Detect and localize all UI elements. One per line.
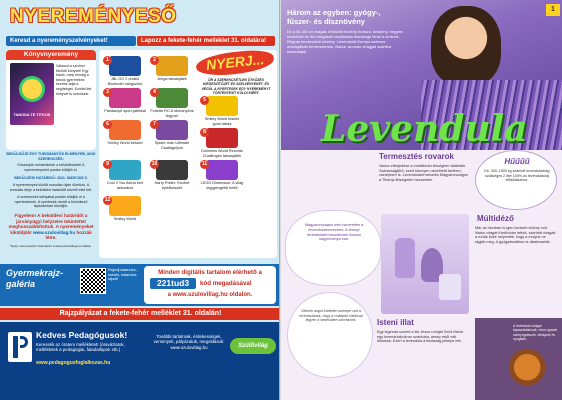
attention-body: Figyelem! A beküldési határidőt a járványügyi helyzetre tekintettel meghosszabbítottuk. A nyereményeket kiküldjük!: [8, 212, 94, 235]
publisher-logo-icon: [8, 332, 32, 362]
footer-link[interactable]: www.pedagogusfoglalkozas.hu: [36, 360, 111, 366]
qr-code-icon[interactable]: [80, 268, 106, 294]
prize-image: [156, 56, 188, 76]
prize-label: Harry Potter: Roxfort építőkészlet: [154, 181, 190, 190]
prize-image: [156, 88, 188, 108]
scent-text: Egy legenda szerint a kis Jézus ruháját Szűz Mária egy levendulabokron szárította, amely ettől vált illatossá. Ezért a levendula a tisztaság jelképe lett.: [377, 330, 463, 344]
prize-item: [200, 160, 244, 194]
prize-label: Pandacipő sport-játékkal: [104, 109, 146, 113]
results-body-1: Köszönjük mindenkinek a beküldéseket! A nyereményeket postán küldjük ki.: [17, 163, 85, 172]
digital-box: [144, 266, 276, 304]
prize-item: [103, 160, 147, 194]
digital-text-2: kód megadásával: [200, 280, 252, 287]
prize-image: [109, 88, 141, 108]
fact-bubble: [475, 150, 557, 210]
book-text: Válaszd a szívhez fűződő könyvet! Egy kiadó, mely mindig a tanuló gyermekek kezébe adja a segítséget. Ezúttal két könyvet is sorsolunk.: [56, 64, 92, 96]
prize-image: [109, 120, 141, 140]
gallery-qr-text: Rajzolj kalandos, mesés, kalandos rajzot!: [108, 268, 137, 282]
footer-text: Keressék az óraterv mellékletet! (óravázlatok, mellékletek a pedagogiai, faladatlapok stb.): [36, 342, 125, 353]
prize-label: Spider-man Ultimate Csatlagolyós: [154, 141, 190, 150]
intro-title: Három az egyben: gyógy-, fűszer- és dísznövény: [287, 8, 381, 26]
book-cover-image: [10, 63, 54, 125]
prize-number: 7: [150, 120, 159, 129]
prize-image: [156, 120, 188, 140]
nyerj-title: NYERJ...: [205, 50, 265, 73]
attention-link[interactable]: www.szuloviIlag.hu: [32, 229, 76, 235]
small-print: *Nyerj most poszter! Jelentkezz a www.szuloviIlag.hu oldalon.: [9, 243, 93, 248]
prize-label: Fortnite RC-6 távirányítós fegyver: [150, 109, 194, 118]
prize-image: [206, 160, 238, 180]
prize-number: 11: [201, 161, 208, 167]
prize-label: LEGO Dimension: A világ leggyengébb betűi: [200, 181, 244, 190]
search-banner: Keresd a nyereményszelvényeket!: [6, 36, 136, 46]
lavender-bottles-image: [381, 214, 469, 314]
fact-title: Hűűűű: [504, 157, 530, 166]
results-title-2: BEKÜLDÉSI HATÁRIDŐ: 2021. MÁRCIUS 5.: [14, 176, 88, 181]
footer-right-text: További tartalmak, érdekességek, versenyek, pályázatok, megoldások: www.szuloviIlag.hu: [153, 334, 225, 350]
tip-text: Magyarországon nem ismeretlen a levendulatermesztés. A tihanyi levendulatermesztésnek hosszú hagyománya van.: [304, 223, 364, 242]
prize-label: Smiley World tüskés gumi-labda: [204, 117, 240, 126]
prize-number: 1: [103, 56, 112, 65]
prize-item: [150, 160, 194, 194]
prize-item: [200, 96, 244, 130]
prize-item: [200, 128, 244, 162]
prize-image: [206, 96, 238, 116]
book-panel: [6, 50, 96, 150]
legend-circle: [287, 292, 373, 378]
prize-item: [150, 120, 194, 154]
right-page: [281, 0, 562, 400]
prize-number: 6: [103, 120, 112, 129]
rules-column: [6, 152, 96, 272]
fact-text: Kb. 300–1500 kg szárított levendulavirág szükséges 2 liter 100%-os levendulaolaj előállításához.: [484, 169, 550, 182]
prize-label: Smiley World készlet: [107, 141, 143, 145]
prize-image: [109, 160, 141, 180]
drawing-contest-banner: Rajzpályázat a fekete-fehér melléklet 31. oldalán!: [0, 308, 281, 320]
prize-number: 12: [104, 197, 111, 203]
prize-number: 8: [200, 128, 209, 137]
results-body-3: A szerencsés kártyákat postán küldjük el a nyerteseknek. A nyertesek neveit a következő lapszámban közöljük.: [14, 195, 88, 209]
prize-number: 3: [103, 88, 112, 97]
prize-label: Smiley World: [113, 217, 137, 221]
prize-image: [109, 56, 141, 76]
results-body-2: A nyeremények között sorsolás útján döntünk. A sorsolás ideje a beküldési határidőt követő első hét.: [9, 182, 93, 192]
prize-label: Jenga társasjáték: [157, 77, 187, 81]
nyeremenyeso-logo: NYEREMÉNYESŐ: [10, 6, 177, 27]
szuloviIlag-logo: Szülővilág: [230, 338, 276, 354]
prize-label: JBL GO 2 vízálló Bluetooth hangszóró: [107, 77, 143, 86]
tip-bubble: [285, 210, 381, 286]
gallery-title: Gyermekrajz-galéria: [6, 268, 64, 289]
girl-portrait-image: [431, 6, 501, 86]
uses-text: Már az ókorban is igen kedvelt növény volt. Illatos virágát fürdővízbe tették, szárított virágait a ruhák közé helyezték, hogy a molyok ne rágják meg. A gyógyászatban is alkalmazták.: [475, 226, 556, 245]
book-cover-title: TANODA TE TITKOS: [13, 113, 51, 117]
prize-item: [103, 120, 147, 154]
prize-number: 2: [150, 56, 159, 65]
book-header: Könyvnyeremény: [6, 50, 96, 60]
pink-note: A levendula virágai tapasztalatosak, nincs igazán szúnyogriasztó, bőrápoló és nyugtató.: [513, 324, 558, 341]
date-banner: Lapozz a fekete-fehér melléklet 31. oldalára!: [137, 36, 275, 46]
attention-text: [6, 213, 96, 241]
prize-number: 9: [103, 160, 112, 169]
legend-circle-text: Vitézek angol ködében szerepe volt a levendulának, hogy a csillapító hatással legyen a sebesülten szíveiknek.: [299, 309, 363, 323]
cultivation-title: Termesztés rovarok: [379, 152, 454, 161]
digital-code: 221tud3: [150, 278, 196, 289]
prize-item: [150, 56, 194, 90]
prize-number: 10: [151, 161, 158, 167]
prize-image: [206, 128, 238, 148]
prize-label: Cool 2 You Aloha kert dekoráció: [106, 181, 144, 190]
prize-item: [103, 88, 147, 122]
attention-tail: hozzák létre.: [45, 229, 92, 241]
digital-text-1: Minden digitális tartalom elérhető a: [158, 269, 262, 276]
prize-item: [103, 196, 147, 230]
results-title-1: BEKÜLDŐJE EGY TUDOMÁNYÖS ÉLMÉNYRE, AKIK SZERENCSÉS:: [6, 152, 96, 161]
prize-label: Guinness World Records Challenges társasjáték: [200, 149, 244, 158]
nyerj-text: ŐR A SZERENCSÉTLEN ÜTKÖZÉS KIEGÉSZÍTŐJÉT ÉS SZELVÉNYEKET. ÉS VÉGÜL A NYERTESEK EGY NYEREMÉNYT TÖRTÉNTESÍT KÜLDI KIÉRT.: [201, 78, 271, 96]
intro-text: Ez a 40–60 cm magas örökzöld növény hosszú, keskeny, hegyes leveleivel és lila virágaival csodálatos ékessége lehet a kertnek. Régóta termesztett növény. Levendulát Európa számos országában termesztenek. Illatos, aromás virágjait szárítva használják.: [287, 29, 403, 55]
cultivation-text: Vadon elterjedése a mediterrán térségben található. Szárazságtűrő, ezért könnyen nevelhető kertben, cserépben is. Levendulatermesztés Magyarországon a Tihanyi-félszigeten nevezetes.: [379, 164, 469, 183]
main-title: Levendula: [321, 108, 528, 150]
footer-title: Kedves Pedagógusok!: [36, 330, 128, 340]
prize-image: [109, 196, 141, 216]
prize-image: [156, 160, 188, 180]
page-number: 1: [546, 4, 560, 16]
book-cover-emblem: [22, 79, 42, 99]
scent-title: Isteni illat: [377, 318, 414, 327]
prize-item: [150, 88, 194, 122]
uses-title: Múltidéző: [477, 214, 514, 223]
prize-item: [103, 56, 147, 90]
prize-number: 5: [200, 96, 209, 105]
prize-number: 4: [150, 88, 159, 97]
digital-text-3: a www.szuloviIlag.hu oldalon.: [167, 292, 253, 298]
